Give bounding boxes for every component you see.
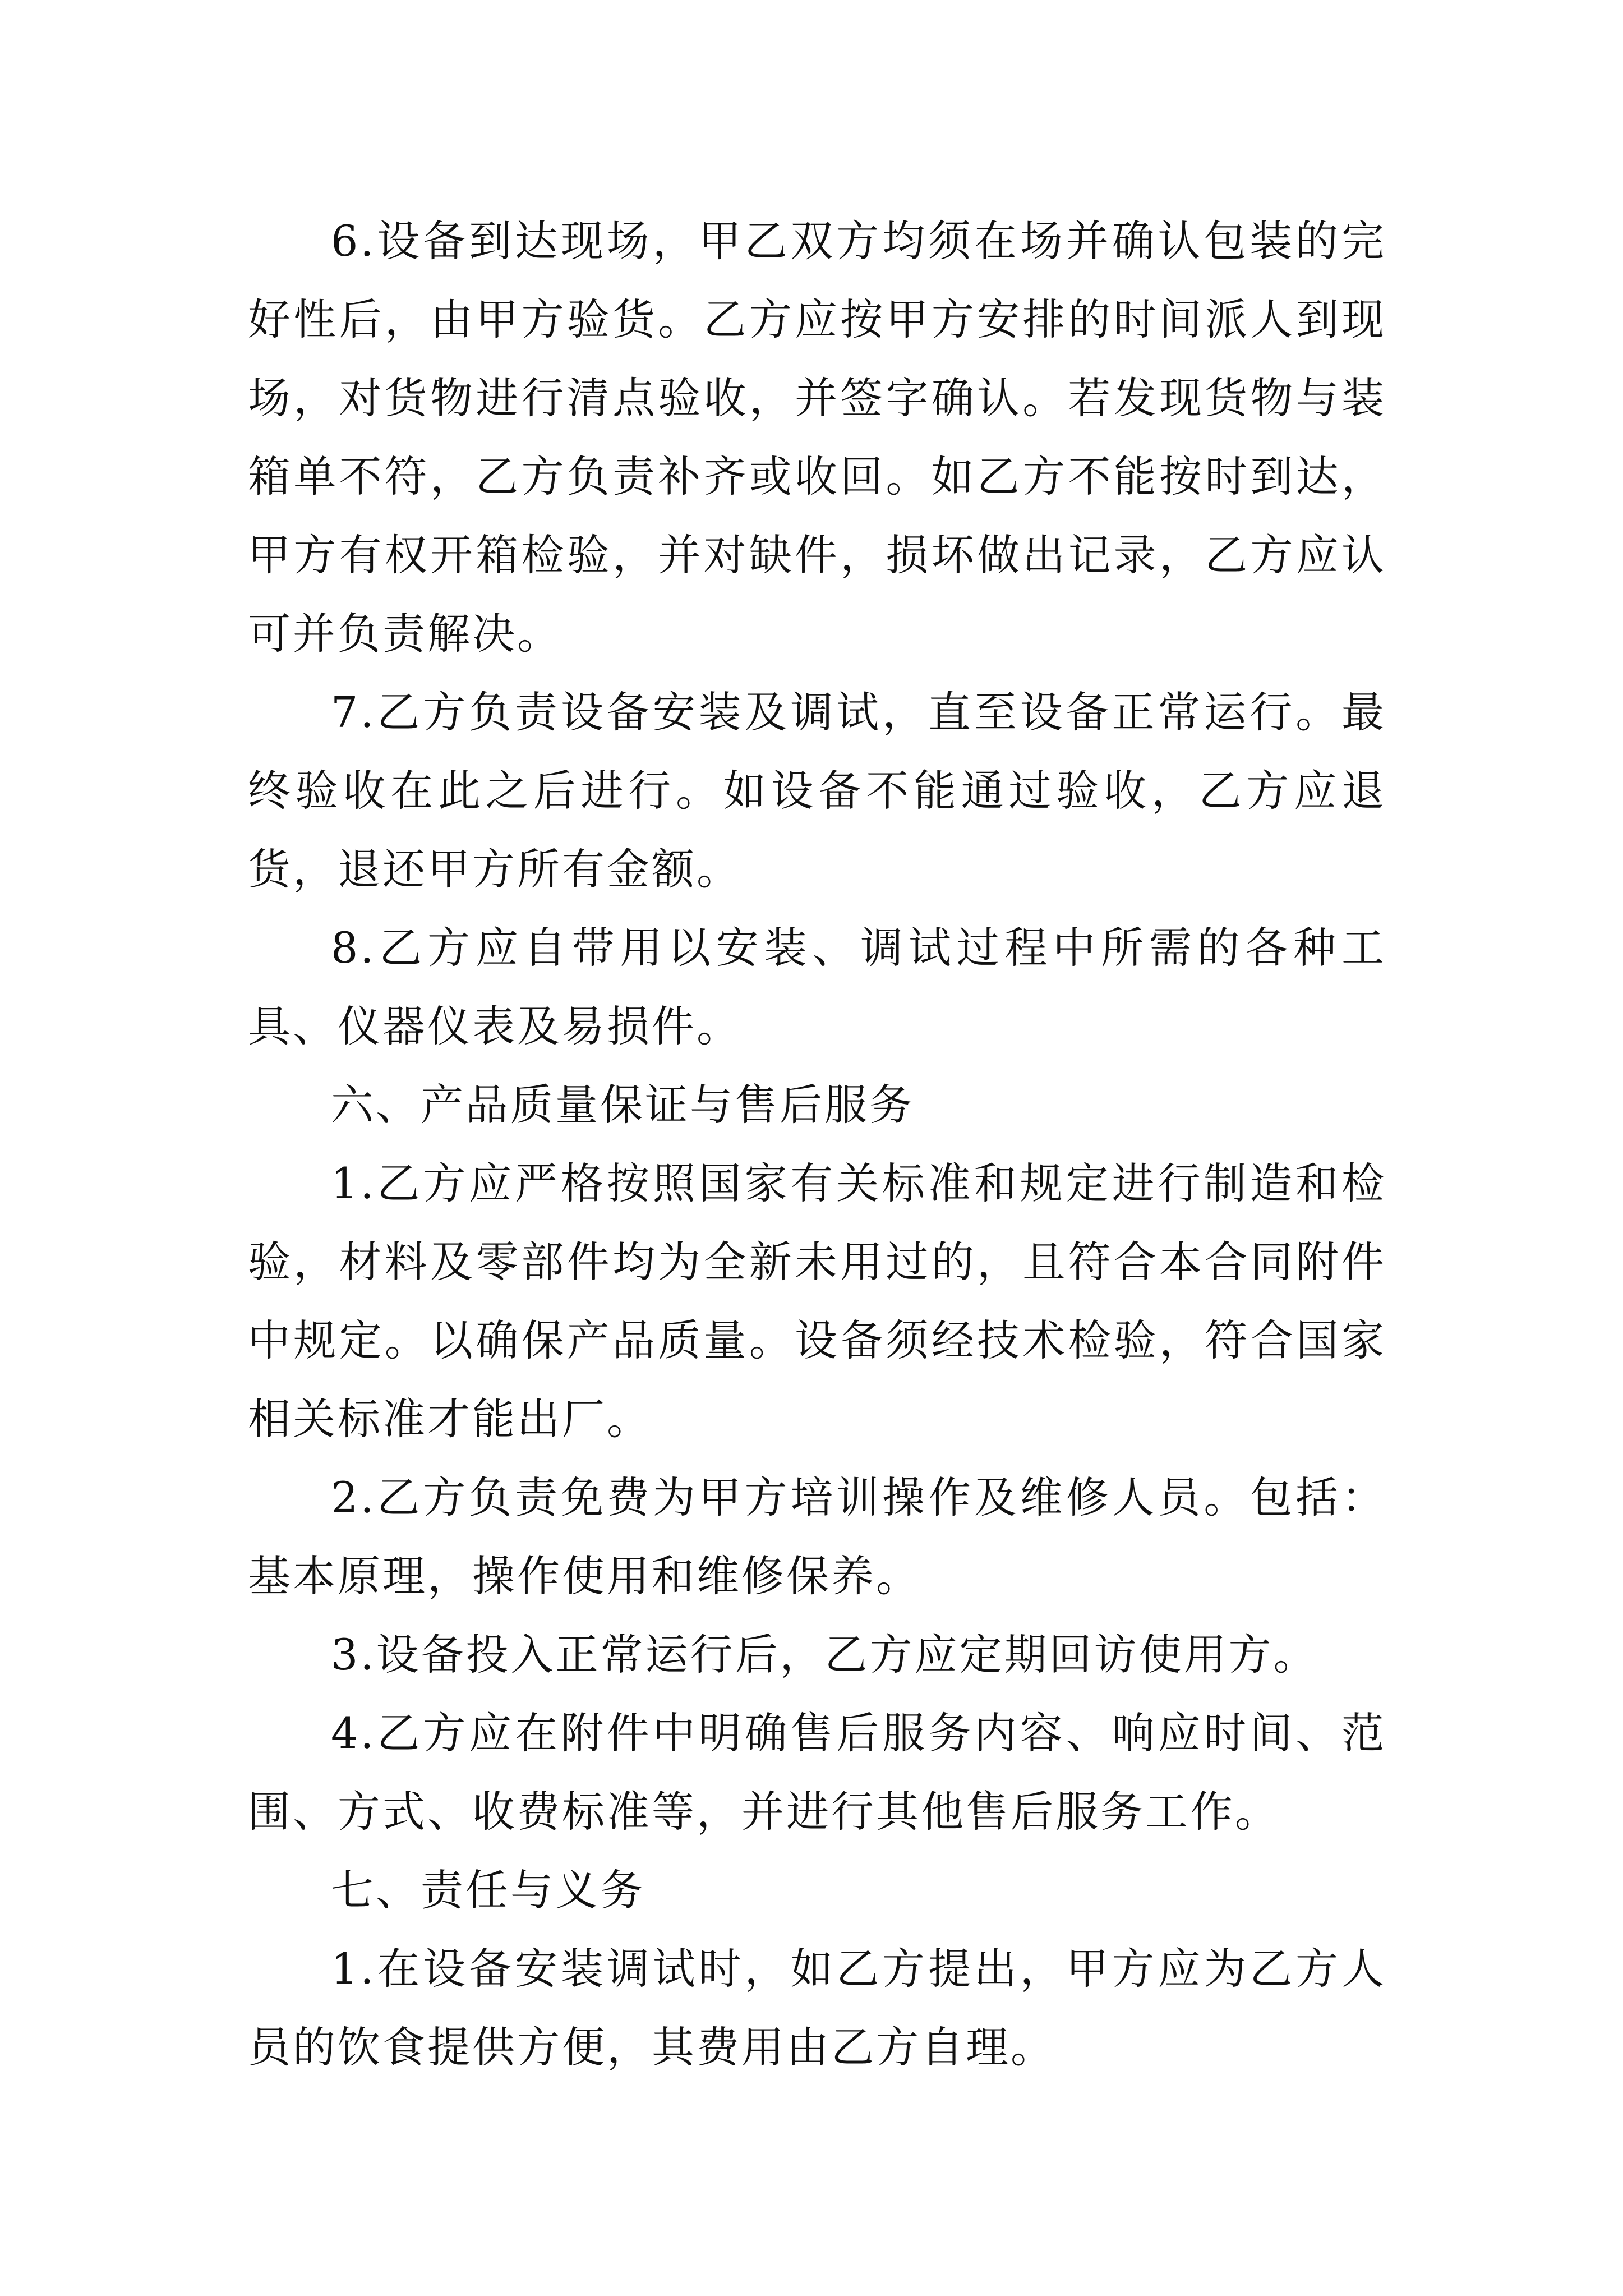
paragraph-responsibility-1: 1.在设备安装调试时，如乙方提出，甲方应为乙方人员的饮食提供方便，其费用由乙方自理。 bbox=[248, 1944, 1386, 2072]
paragraph-8-tools: 8.乙方应自带用以安装、调试过程中所需的各种工具、仪器仪表及易损件。 bbox=[248, 923, 1386, 1051]
paragraph-quality-3: 3.设备投入正常运行后，乙方应定期回访使用方。 bbox=[331, 1630, 1318, 1680]
section-heading-responsibility: 七、责任与义务 bbox=[331, 1865, 645, 1915]
paragraph-quality-1: 1.乙方应严格按照国家有关标准和规定进行制造和检验，材料及零部件均为全新未用过的，且符合本合同附件中规定。以确保产品质量。设备须经技术检验，符合国家相关标准才能出厂。 bbox=[248, 1158, 1386, 1444]
paragraph-quality-2: 2.乙方负责免费为甲方培训操作及维修人员。包括：基本原理，操作使用和维修保养。 bbox=[248, 1473, 1386, 1601]
document-body bbox=[248, 202, 1386, 2087]
section-heading-quality: 六、产品质量保证与售后服务 bbox=[331, 1080, 914, 1130]
paragraph-6-equipment-arrival: 6.设备到达现场，甲乙双方均须在场并确认包装的完好性后，由甲方验货。乙方应按甲方安排的时间派人到现场，对货物进行清点验收，并签字确认。若发现货物与装箱单不符，乙方负责补齐或收回。如乙方不能按时到达，甲方有权开箱检验，并对缺件，损坏做出记录，乙方应认可并负责解决。 bbox=[248, 216, 1386, 659]
paragraph-quality-4: 4.乙方应在附件中明确售后服务内容、响应时间、范围、方式、收费标准等，并进行其他售后服务工作。 bbox=[248, 1708, 1386, 1837]
paragraph-7-installation: 7.乙方负责设备安装及调试，直至设备正常运行。最终验收在此之后进行。如设备不能通过验收，乙方应退货，退还甲方所有金额。 bbox=[248, 687, 1386, 894]
